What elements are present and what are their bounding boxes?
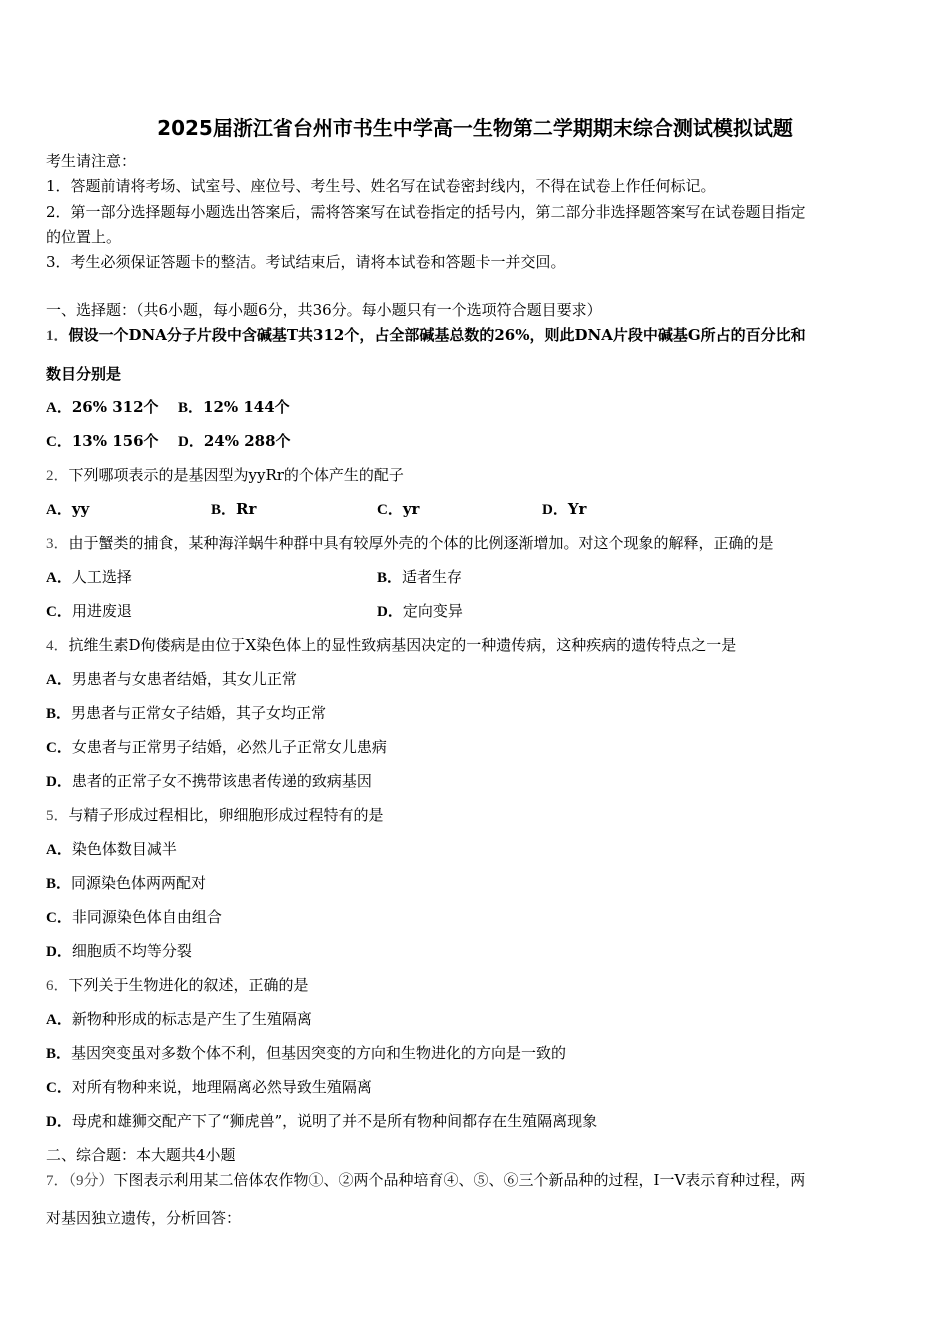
- q2-option-b[interactable]: B．Rr: [211, 500, 257, 518]
- notice-item-3: 3．考生必须保证答题卡的整洁。考试结束后，请将本试卷和答题卡一并交回。: [46, 253, 566, 271]
- question-3: [46, 533, 911, 554]
- section-1-heading: 一、选择题：（共6小题，每小题6分，共36分。每小题只有一个选项符合题目要求）: [46, 301, 602, 319]
- q1-option-a[interactable]: A．26% 312个: [46, 398, 159, 416]
- notice-item-2: 2．第一部分选择题每小题选出答案后，需将答案写在试卷指定的括号内，第二部分非选择题答案写在试卷题目指定: [46, 203, 806, 221]
- q1-option-b[interactable]: B．12% 144个: [178, 398, 290, 416]
- q5-option-d[interactable]: D．细胞质不均等分裂: [46, 942, 192, 960]
- q3-option-a[interactable]: A．人工选择: [46, 568, 132, 586]
- q3-option-d[interactable]: D．定向变异: [377, 602, 463, 620]
- question-number: 4．: [46, 638, 69, 654]
- q4-option-b[interactable]: B．男患者与正常女子结婚，其子女均正常: [46, 704, 327, 722]
- section-2-heading: 二、综合题：本大题共4小题: [46, 1146, 236, 1164]
- question-2: [46, 465, 911, 486]
- q6-option-c[interactable]: C．对所有物种来说，地理隔离必然导致生殖隔离: [46, 1078, 372, 1096]
- page-title: 2025届浙江省台州市书生中学高一生物第二学期期末综合测试模拟试题: [157, 116, 793, 140]
- q4-option-d[interactable]: D．患者的正常子女不携带该患者传递的致病基因: [46, 772, 372, 790]
- question-text: 抗维生素D佝偻病是由位于X染色体上的显性致病基因决定的一种遗传病，这种疾病的遗传特点之一是: [68, 636, 737, 654]
- q3-option-c[interactable]: C．用进废退: [46, 602, 132, 620]
- question-text: 下列哪项表示的是基因型为yyRr的个体产生的配子: [68, 466, 404, 484]
- q6-option-b[interactable]: B．基因突变虽对多数个体不利，但基因突变的方向和生物进化的方向是一致的: [46, 1044, 567, 1062]
- q1-option-d[interactable]: D．24% 288个: [178, 432, 291, 450]
- question-text: 与精子形成过程相比，卵细胞形成过程特有的是: [68, 806, 384, 824]
- notice-item-2-cont: 的位置上。: [46, 228, 122, 246]
- question-4: [46, 635, 911, 656]
- q2-option-c[interactable]: C．yr: [377, 500, 420, 518]
- question-text: 下图表示利用某二倍体农作物①、②两个品种培育④、⑤、⑥三个新品种的过程，Ⅰ一Ⅴ表示育种过程，两: [113, 1171, 806, 1189]
- q4-option-a[interactable]: A．男患者与女患者结婚，其女儿正常: [46, 670, 297, 688]
- question-number: 2．: [46, 468, 69, 484]
- q5-option-b[interactable]: B．同源染色体两两配对: [46, 874, 207, 892]
- question-text: 下列关于生物进化的叙述，正确的是: [68, 976, 309, 994]
- q2-option-a[interactable]: A．yy: [46, 500, 90, 518]
- question-6: [46, 975, 911, 996]
- question-number: 5．: [46, 808, 69, 824]
- question-number: 1．: [46, 328, 69, 344]
- question-7-cont: 对基因独立遗传，分析回答：: [46, 1209, 242, 1227]
- q3-option-b[interactable]: B．适者生存: [377, 568, 463, 586]
- q1-option-c[interactable]: C．13% 156个: [46, 432, 159, 450]
- notice-heading: 考生请注意：: [46, 152, 137, 170]
- question-1-cont: 数目分别是: [46, 365, 122, 383]
- q5-option-a[interactable]: A．染色体数目减半: [46, 840, 177, 858]
- q6-option-d[interactable]: D．母虎和雄狮交配产下了“狮虎兽”，说明了并不是所有物种间都存在生殖隔离现象: [46, 1112, 598, 1130]
- question-text: 由于蟹类的捕食，某种海洋蜗牛种群中具有较厚外壳的个体的比例逐渐增加。对这个现象的解释，正确的是: [68, 534, 774, 552]
- question-number: 6．: [46, 978, 69, 994]
- question-5: [46, 805, 911, 826]
- question-number: 7．: [46, 1173, 69, 1189]
- notice-item-1: 1．答题前请将考场、试室号、座位号、考生号、姓名写在试卷密封线内，不得在试卷上作任何标记。: [46, 177, 716, 195]
- question-1: [46, 325, 911, 346]
- q5-option-c[interactable]: C．非同源染色体自由组合: [46, 908, 222, 926]
- question-number: 3．: [46, 536, 69, 552]
- question-7: [46, 1170, 911, 1191]
- question-text: 假设一个DNA分子片段中含碱基T共312个，占全部碱基总数的26%，则此DNA片段中碱基G所占的百分比和: [68, 326, 806, 344]
- question-score: （9分）: [68, 1173, 114, 1189]
- q6-option-a[interactable]: A．新物种形成的标志是产生了生殖隔离: [46, 1010, 312, 1028]
- q2-option-d[interactable]: D．Yr: [542, 500, 587, 518]
- q4-option-c[interactable]: C．女患者与正常男子结婚，必然儿子正常女儿患病: [46, 738, 387, 756]
